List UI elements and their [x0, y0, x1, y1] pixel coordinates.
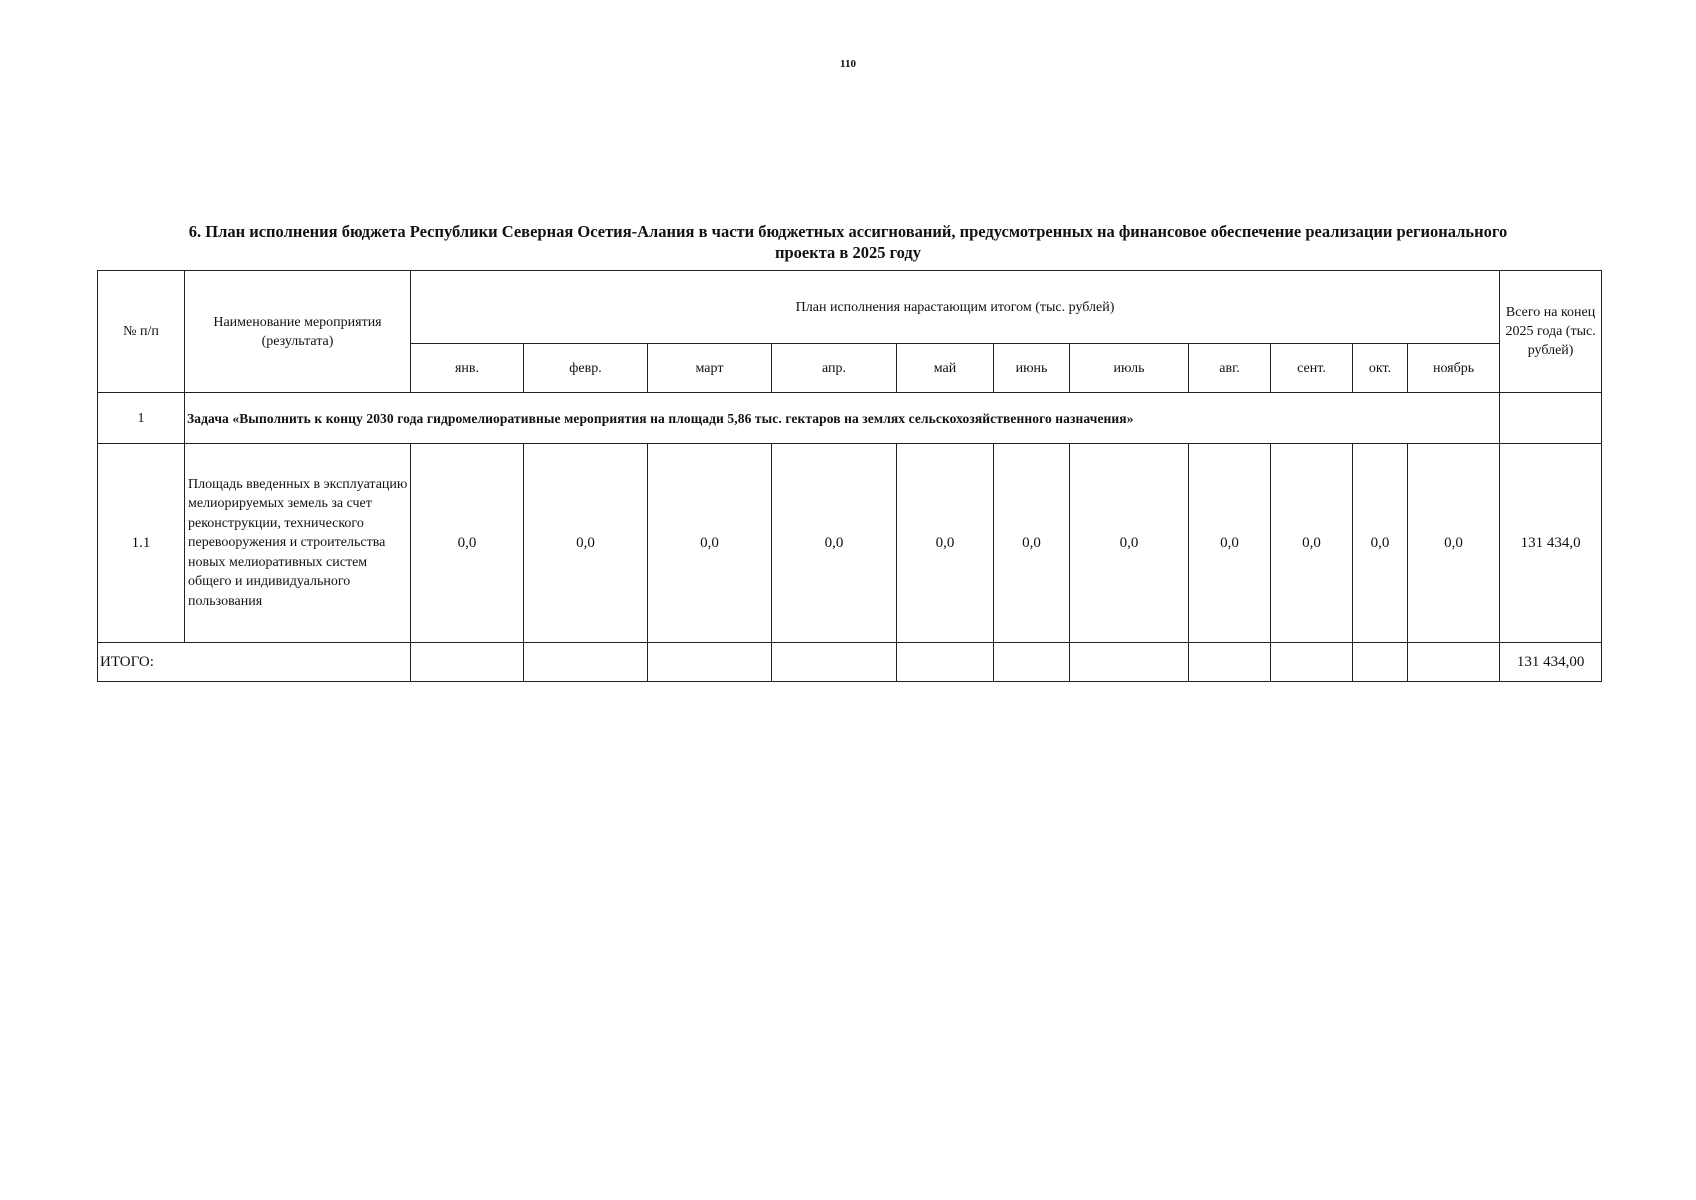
header-total: Всего на конец 2025 года (тыс. рублей)	[1500, 271, 1602, 393]
document-title-line-2: проекта в 2025 году	[774, 243, 922, 262]
item-value: 0,0	[994, 444, 1070, 643]
month-header: март	[648, 344, 772, 393]
month-header: июнь	[994, 344, 1070, 393]
item-name: Площадь введенных в эксплуатацию мелиорируемых земель за счет реконструкции, технического перевооружения и строительства новых мелиоративных систем общего и индивидуального пользования	[185, 444, 411, 643]
summary-cell	[411, 643, 524, 682]
page-number: 110	[840, 58, 856, 70]
document-title-line-1: 6. План исполнения бюджета Республики Северная Осетия-Алания в части бюджетных ассигнований, предусмотренных на финансовое обеспечение реализации регионального	[188, 222, 1508, 241]
table-header-row	[98, 271, 1602, 344]
month-header: сент.	[1271, 344, 1353, 393]
header-name: Наименование мероприятия (результата)	[185, 271, 411, 393]
month-header: февр.	[524, 344, 648, 393]
document-title	[100, 221, 1596, 263]
item-value: 0,0	[648, 444, 772, 643]
table-row	[98, 444, 1602, 643]
month-header: май	[897, 344, 994, 393]
summary-cell	[524, 643, 648, 682]
task-num: 1	[98, 393, 185, 444]
item-total: 131 434,0	[1500, 444, 1602, 643]
month-header: янв.	[411, 344, 524, 393]
summary-cell	[1408, 643, 1500, 682]
header-plan: План исполнения нарастающим итогом (тыс. рублей)	[411, 271, 1500, 344]
budget-plan-table	[97, 270, 1602, 682]
task-text: Задача «Выполнить к концу 2030 года гидромелиоративные мероприятия на площади 5,86 тыс. гектаров на землях сельскохозяйственного назначения»	[185, 393, 1500, 444]
summary-cell	[1189, 643, 1271, 682]
task-total	[1500, 393, 1602, 444]
item-value: 0,0	[1271, 444, 1353, 643]
item-value: 0,0	[772, 444, 897, 643]
month-header: авг.	[1189, 344, 1271, 393]
summary-row	[98, 643, 1602, 682]
month-header: июль	[1070, 344, 1189, 393]
item-value: 0,0	[1408, 444, 1500, 643]
summary-cell	[994, 643, 1070, 682]
summary-cell	[1271, 643, 1353, 682]
item-value: 0,0	[1189, 444, 1271, 643]
item-value: 0,0	[897, 444, 994, 643]
summary-total: 131 434,00	[1500, 643, 1602, 682]
header-num: № п/п	[98, 271, 185, 393]
item-value: 0,0	[1070, 444, 1189, 643]
item-value: 0,0	[411, 444, 524, 643]
month-header: ноябрь	[1408, 344, 1500, 393]
summary-label: ИТОГО:	[98, 643, 411, 682]
summary-cell	[1353, 643, 1408, 682]
month-header: апр.	[772, 344, 897, 393]
summary-cell	[648, 643, 772, 682]
item-value: 0,0	[524, 444, 648, 643]
item-value: 0,0	[1353, 444, 1408, 643]
task-row	[98, 393, 1602, 444]
item-num: 1.1	[98, 444, 185, 643]
month-header: окт.	[1353, 344, 1408, 393]
summary-cell	[897, 643, 994, 682]
summary-cell	[1070, 643, 1189, 682]
summary-cell	[772, 643, 897, 682]
